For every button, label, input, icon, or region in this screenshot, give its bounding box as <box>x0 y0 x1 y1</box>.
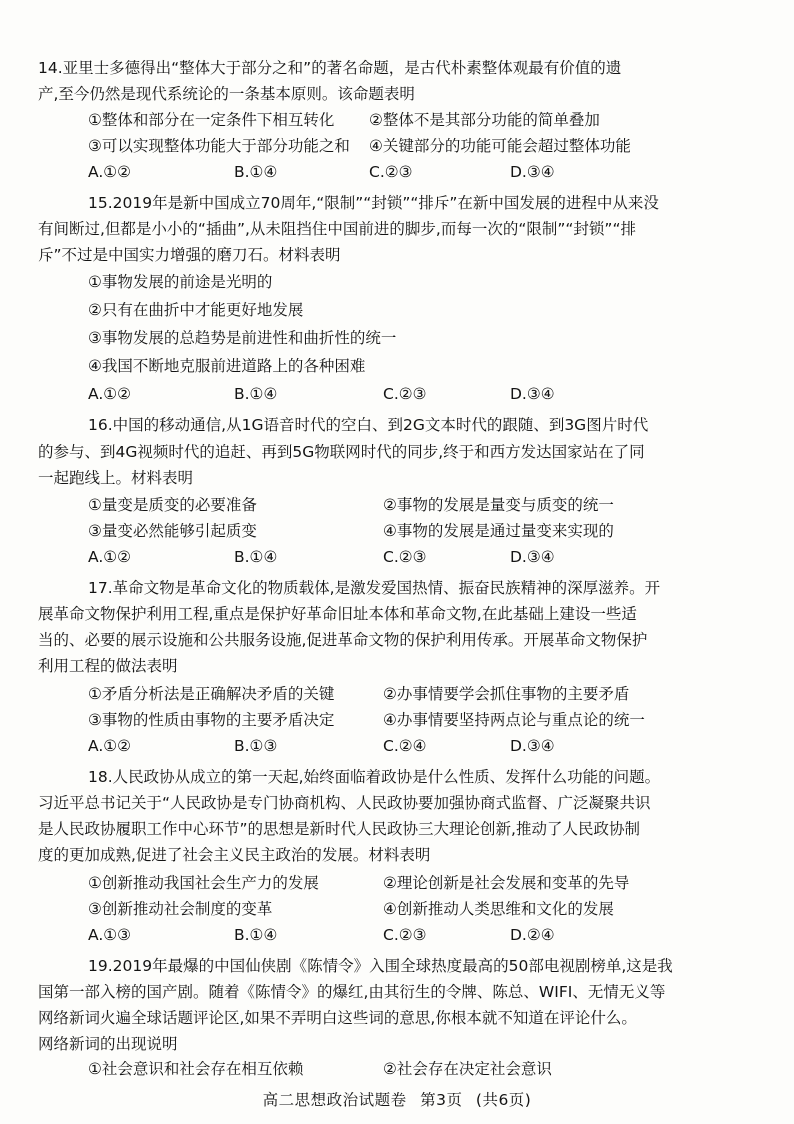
option-statement: ①量变是质变的必要准备 <box>88 496 257 514</box>
question-stem-line: 产,至今仍然是现代系统论的一条基本原则。该命题表明 <box>38 85 415 103</box>
question-stem-line: 网络新词火遍全球话题评论区,如果不弄明白这些词的意思,你根本就不知道在评论什么。 <box>38 1009 637 1027</box>
question-stem-line: 19.2019年最爆的中国仙侠剧《陈情令》入围全球热度最高的50部电视剧榜单,这是我 <box>88 957 673 975</box>
answer-choice[interactable]: B.①④ <box>234 926 278 944</box>
option-statement: ④创新推动人类思维和文化的发展 <box>383 900 614 918</box>
answer-choice[interactable]: C.②③ <box>383 548 427 566</box>
page-footer <box>0 1088 794 1110</box>
option-statement: ②整体不是其部分功能的简单叠加 <box>369 111 600 129</box>
question-stem-line: 的参与、到4G视频时代的追赶、再到5G物联网时代的同步,终于和西方发达国家站在了同 <box>38 443 645 461</box>
answer-choice[interactable]: D.③④ <box>510 163 555 181</box>
option-statement: ③事物的性质由事物的主要矛盾决定 <box>88 711 335 729</box>
answer-choice[interactable]: B.①④ <box>234 163 278 181</box>
question-stem-line: 习近平总书记关于“人民政协是专门协商机构、人民政协要加强协商式监督、广泛凝聚共识 <box>38 794 651 812</box>
answer-choice[interactable]: A.①② <box>88 548 132 566</box>
answer-choice[interactable]: C.②④ <box>383 737 427 755</box>
answer-choice[interactable]: D.③④ <box>510 548 555 566</box>
option-statement: ④办事情要坚持两点论与重点论的统一 <box>383 711 645 729</box>
question-stem-line: 17.革命文物是革命文化的物质载体,是激发爱国热情、振奋民族精神的深厚滋养。开 <box>88 579 661 597</box>
option-statement: ①社会意识和社会存在相互依赖 <box>88 1060 304 1078</box>
answer-choice[interactable]: A.①② <box>88 385 132 403</box>
question-stem-line: 有间断过,但都是小小的“插曲”,从未阻挡住中国前进的脚步,而每一次的“限制”“封锁”“排 <box>38 220 636 238</box>
page-number: 第3页 <box>420 1091 463 1109</box>
question-stem-line: 是人民政协履职工作中心环节”的思想是新时代人民政协三大理论创新,推动了人民政协制 <box>38 820 640 838</box>
question-stem-line: 18.人民政协从成立的第一天起,始终面临着政协是什么性质、发挥什么功能的问题。 <box>88 768 661 786</box>
question-stem-line: 利用工程的做法表明 <box>38 657 178 675</box>
answer-choice[interactable]: D.③④ <box>510 385 555 403</box>
question-stem-line: 当的、必要的展示设施和公共服务设施,促进革命文物的保护利用传承。开展革命文物保护 <box>38 631 648 649</box>
option-statement: ①创新推动我国社会生产力的发展 <box>88 874 319 892</box>
option-statement: ④关键部分的功能可能会超过整体功能 <box>369 137 631 155</box>
answer-choice[interactable]: C.②③ <box>369 163 413 181</box>
question-stem-line: 14.亚里士多德得出“整体大于部分之和”的著名命题，是古代朴素整体观最有价值的遗 <box>38 59 622 77</box>
option-statement: ②理论创新是社会发展和变革的先导 <box>383 874 630 892</box>
answer-choice[interactable]: D.③④ <box>510 737 555 755</box>
option-statement: ①事物发展的前途是光明的 <box>88 273 273 291</box>
answer-choice[interactable]: C.②③ <box>383 926 427 944</box>
exam-title: 高二思想政治试题卷 <box>262 1091 407 1109</box>
question-stem-line: 16.中国的移动通信,从1G语音时代的空白、到2G文本时代的跟随、到3G图片时代 <box>88 416 649 434</box>
option-statement: ③可以实现整体功能大于部分功能之和 <box>88 137 350 155</box>
page-total: (共6页) <box>475 1091 532 1109</box>
question-stem-line: 国第一部入榜的国产剧。随着《陈情令》的爆红,由其衍生的令牌、陈总、WIFI、无情无义等 <box>38 983 666 1001</box>
question-stem-line: 一起跑线上。材料表明 <box>38 469 194 487</box>
question-stem-line: 度的更加成熟,促进了社会主义民主政治的发展。材料表明 <box>38 846 431 864</box>
question-stem-line: 展革命文物保护利用工程,重点是保护好革命旧址本体和革命文物,在此基础上建设一些适 <box>38 605 637 623</box>
question-stem-line: 15.2019年是新中国成立70周年,“限制”“封锁”“排斥”在新中国发展的进程中从来没 <box>88 194 659 212</box>
answer-choice[interactable]: A.①② <box>88 737 132 755</box>
option-statement: ②办事情要学会抓住事物的主要矛盾 <box>383 685 630 703</box>
option-statement: ③量变必然能够引起质变 <box>88 522 257 540</box>
option-statement: ②事物的发展是量变与质变的统一 <box>383 496 614 514</box>
answer-choice[interactable]: D.②④ <box>510 926 555 944</box>
answer-choice[interactable]: A.①③ <box>88 926 132 944</box>
option-statement: ④事物的发展是通过量变来实现的 <box>383 522 614 540</box>
option-statement: ①矛盾分析法是正确解决矛盾的关键 <box>88 685 335 703</box>
option-statement: ①整体和部分在一定条件下相互转化 <box>88 111 335 129</box>
answer-choice[interactable]: A.①② <box>88 163 132 181</box>
option-statement: ③事物发展的总趋势是前进性和曲折性的统一 <box>88 329 397 347</box>
option-statement: ④我国不断地克服前进道路上的各种困难 <box>88 357 366 375</box>
answer-choice[interactable]: C.②③ <box>383 385 427 403</box>
answer-choice[interactable]: B.①③ <box>234 737 278 755</box>
answer-choice[interactable]: B.①④ <box>234 548 278 566</box>
option-statement: ②社会存在决定社会意识 <box>383 1060 552 1078</box>
answer-choice[interactable]: B.①④ <box>234 385 278 403</box>
option-statement: ③创新推动社会制度的变革 <box>88 900 273 918</box>
question-stem-line: 斥”不过是中国实力增强的磨刀石。材料表明 <box>38 246 341 264</box>
option-statement: ②只有在曲折中才能更好地发展 <box>88 301 304 319</box>
question-stem-line: 网络新词的出现说明 <box>38 1035 178 1053</box>
